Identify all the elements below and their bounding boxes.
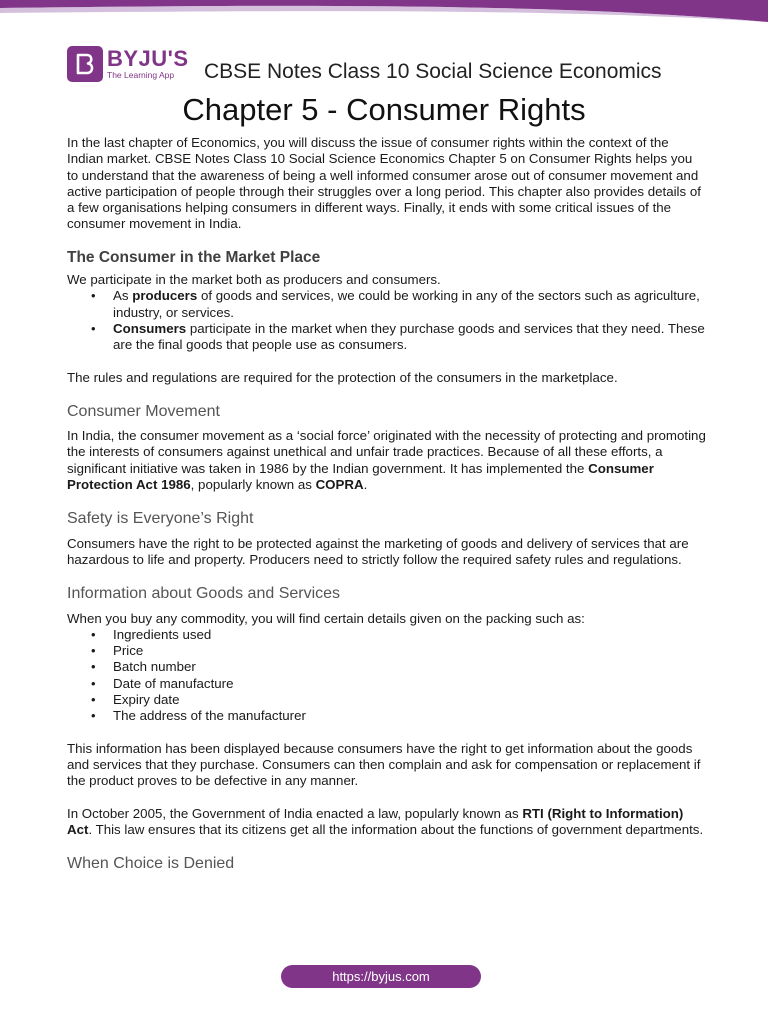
footer-url-link[interactable]: https://byjus.com xyxy=(281,965,481,988)
movement-abbr: COPRA xyxy=(315,477,364,493)
heading-safety: Safety is Everyone’s Right xyxy=(67,510,254,528)
market-bullet-list xyxy=(67,288,707,353)
rti-act: RTI (Right to Information) Act xyxy=(67,805,684,837)
list-item: • The address of the manufacturer xyxy=(113,708,707,724)
rti-text-2: . This law ensures that its citizens get all the information about the functions of government departments. xyxy=(88,821,704,837)
heading-choice-denied: When Choice is Denied xyxy=(67,855,235,873)
byjus-logo-icon xyxy=(67,46,103,82)
info-paragraph: This information has been displayed because consumers have the right to get information about the goods and services that they purchase. Consumers can then complain and ask for compensation or replacement if the product proves to be defective in any manner. xyxy=(67,740,701,789)
list-item: • Batch number xyxy=(113,659,707,675)
bullet-consumers-bold: Consumers xyxy=(113,320,187,336)
heading-information: Information about Goods and Services xyxy=(67,585,341,603)
heading-consumer-market: The Consumer in the Market Place xyxy=(67,248,321,266)
list-item: • Date of manufacture xyxy=(113,676,707,692)
bullet-consumers xyxy=(113,321,707,354)
rti-paragraph xyxy=(67,806,707,839)
bullet-consumers-text: participate in the market when they purchase goods and services that they need. These are the final goods that people use as consumers. xyxy=(113,320,705,353)
safety-paragraph: Consumers have the right to be protected against the marketing of goods and delivery of services that are hazardous to life and property. Producers need to strictly follow the required safety rules and regulations. xyxy=(67,535,689,567)
chapter-title: Chapter 5 - Consumer Rights xyxy=(182,92,586,127)
list-item: • Ingredients used xyxy=(113,627,707,643)
bullet-producers-prefix: As xyxy=(113,288,133,304)
bullet-producers-text: of goods and services, we could be working in any of the sectors such as agriculture, industry, or services. xyxy=(113,288,700,320)
rti-text: In October 2005, the Government of India enacted a law, popularly known as xyxy=(67,805,523,821)
heading-consumer-movement: Consumer Movement xyxy=(67,402,220,420)
movement-paragraph xyxy=(67,428,707,493)
bullet-producers-bold: producers xyxy=(132,288,198,304)
brand-name: BYJU'S xyxy=(107,46,189,72)
brand-tagline: The Learning App xyxy=(107,70,175,81)
list-item: • Expiry date xyxy=(113,692,707,708)
info-lead: When you buy any commodity, you will find certain details given on the packing such as: xyxy=(67,610,585,626)
intro-paragraph: In the last chapter of Economics, you will discuss the issue of consumer rights within the context of the Indian market. CBSE Notes Class 10 Social Science Economics Chapter 5 on Consumer Rights helps you to understand that the awareness of being a well informed consumer arose out of consumer movement and active participation of people through their struggles over a long period. This chapter also provides details of a few organisations helping consumers in different ways. Finally, it ends with some critical issues of the consumer movement in India. xyxy=(67,135,701,232)
rules-paragraph: The rules and regulations are required for the protection of the consumers in the marketplace. xyxy=(67,369,618,385)
movement-act: Consumer Protection Act 1986 xyxy=(67,460,654,493)
document-body xyxy=(67,135,707,880)
header-decorative-band xyxy=(0,0,768,22)
market-lead: We participate in the market both as producers and consumers. xyxy=(67,272,441,288)
movement-end: . xyxy=(363,477,368,493)
list-item: • Price xyxy=(113,643,707,659)
document-title: CBSE Notes Class 10 Social Science Economics xyxy=(204,60,662,83)
packing-details-list xyxy=(67,627,707,725)
byjus-logo xyxy=(67,46,189,82)
movement-text-2: , popularly known as xyxy=(190,477,316,493)
bullet-producers xyxy=(113,288,707,321)
movement-text: In India, the consumer movement as a ‘social force’ originated with the necessity of protecting and promoting the interests of consumers against unethical and unfair trade practices. Because of all these efforts, a significant initiative was taken in 1986 by the Indian government. It has implemented the xyxy=(67,428,706,476)
